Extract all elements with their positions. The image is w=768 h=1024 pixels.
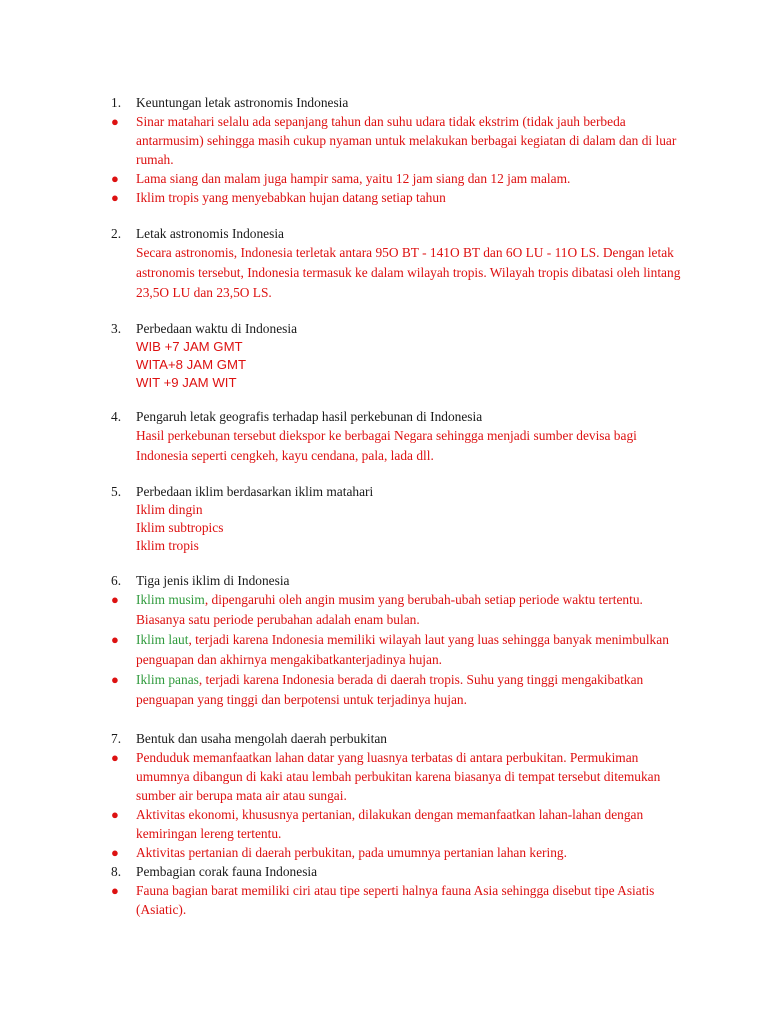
list-item-text: Lama siang dan malam juga hampir sama, yaitu 12 jam siang dan 12 jam malam. <box>136 171 571 186</box>
list-item-text: Fauna bagian barat memiliki ciri atau tipe seperti halnya fauna Asia sehingga disebut tipe Asiatis (Asiatic). <box>136 883 655 917</box>
section-6 <box>111 571 681 710</box>
time-zone-wib: WIB +7 JAM GMT <box>136 339 243 354</box>
list-item <box>111 112 681 169</box>
list-line <box>111 338 681 356</box>
list-item <box>111 670 681 710</box>
climate-tropical: Iklim tropis <box>136 538 199 553</box>
climate-cold: Iklim dingin <box>136 502 203 517</box>
term-description: , terjadi karena Indonesia memiliki wilayah laut yang luas sehingga banyak menimbulkan penguapan dan akhirnya mengakibatkanterjadinya hujan. <box>136 632 669 667</box>
list-item <box>111 881 681 919</box>
heading-1-text: Keuntungan letak astronomis Indonesia <box>136 95 349 110</box>
list-item-text: Aktivitas ekonomi, khususnya pertanian, dilakukan dengan memanfaatkan lahan-lahan dengan kemiringan lereng tertentu. <box>136 807 644 841</box>
paragraph <box>111 426 681 466</box>
section-3 <box>111 319 681 392</box>
heading-2 <box>111 224 681 243</box>
time-zone-wita: WITA+8 JAM GMT <box>136 357 247 372</box>
paragraph-text: Secara astronomis, Indonesia terletak antara 95O BT - 141O BT dan 6O LU - 11O LS. Dengan letak astronomis tersebut, Indonesia termasuk ke dalam wilayah tropis. Wilayah tropis dibatasi oleh lintang 23,5O LU dan 23,5O LS. <box>136 245 681 300</box>
list-item-text: Iklim tropis yang menyebabkan hujan datang setiap tahun <box>136 190 446 205</box>
paragraph-text: Hasil perkebunan tersebut diekspor ke berbagai Negara sehingga menjadi sumber devisa bagi Indonesia seperti cengkeh, kayu cendana, pala, lada dll. <box>136 428 637 463</box>
section-1 <box>111 93 681 207</box>
heading-2-text: Letak astronomis Indonesia <box>136 226 285 241</box>
number-5: 5. <box>111 484 122 499</box>
list-item-text <box>136 630 681 670</box>
bullet-icon: ● <box>111 672 119 687</box>
heading-4 <box>111 407 681 426</box>
section-5 <box>111 482 681 555</box>
list-item <box>111 805 681 843</box>
bullet-icon: ● <box>111 190 119 205</box>
heading-3 <box>111 319 681 338</box>
list-item-text: Aktivitas pertanian di daerah perbukitan, pada umumnya pertanian lahan kering. <box>136 845 567 860</box>
list-item <box>111 748 681 805</box>
paragraph <box>111 243 681 303</box>
section-8 <box>111 862 681 919</box>
heading-7 <box>111 729 681 748</box>
list-item <box>111 590 681 630</box>
bullet-icon: ● <box>111 807 119 822</box>
number-7: 7. <box>111 731 122 746</box>
number-3: 3. <box>111 321 122 336</box>
list-line <box>111 374 681 392</box>
heading-1 <box>111 93 681 112</box>
list-item-text: Penduduk memanfaatkan lahan datar yang luasnya terbatas di antara perbukitan. Permukiman umumnya dibangun di kaki atau lembah perbukitan karena biasanya di tempat tersebut ditemukan sumber air berupa mata air atau sungai. <box>136 750 661 803</box>
list-line <box>111 537 681 555</box>
heading-8 <box>111 862 681 881</box>
heading-5 <box>111 482 681 501</box>
bullet-icon: ● <box>111 750 119 765</box>
term-hot: Iklim panas <box>136 672 199 687</box>
section-2 <box>111 224 681 303</box>
heading-3-text: Perbedaan waktu di Indonesia <box>136 321 298 336</box>
section-4 <box>111 407 681 466</box>
heading-6 <box>111 571 681 590</box>
bullet-icon: ● <box>111 845 119 860</box>
term-description: , dipengaruhi oleh angin musim yang berubah-ubah setiap periode waktu tertentu. Biasanya satu periode perubahan adalah enam bulan. <box>136 592 643 627</box>
number-4: 4. <box>111 409 122 424</box>
section-7 <box>111 729 681 862</box>
heading-8-text: Pembagian corak fauna Indonesia <box>136 864 318 879</box>
heading-6-text: Tiga jenis iklim di Indonesia <box>136 573 290 588</box>
term-description: , terjadi karena Indonesia berada di daerah tropis. Suhu yang tinggi mengakibatkan penguapan yang tinggi dan berpotensi untuk terjadinya hujan. <box>136 672 644 707</box>
bullet-icon: ● <box>111 592 119 607</box>
number-8: 8. <box>111 864 122 879</box>
list-line <box>111 356 681 374</box>
heading-5-text: Perbedaan iklim berdasarkan iklim matahari <box>136 484 374 499</box>
list-item <box>111 169 681 188</box>
climate-subtropics: Iklim subtropics <box>136 520 224 535</box>
time-zone-wit: WIT +9 JAM WIT <box>136 375 237 390</box>
heading-4-text: Pengaruh letak geografis terhadap hasil perkebunan di Indonesia <box>136 409 483 424</box>
bullet-icon: ● <box>111 632 119 647</box>
bullet-icon: ● <box>111 883 119 898</box>
bullet-icon: ● <box>111 114 119 129</box>
list-item-text <box>136 590 681 630</box>
number-2: 2. <box>111 226 122 241</box>
number-1: 1. <box>111 95 122 110</box>
heading-7-text: Bentuk dan usaha mengolah daerah perbukitan <box>136 731 387 746</box>
list-line <box>111 501 681 519</box>
bullet-icon: ● <box>111 171 119 186</box>
term-sea: Iklim laut <box>136 632 189 647</box>
list-item <box>111 630 681 670</box>
list-item <box>111 843 681 862</box>
list-item-text <box>136 670 681 710</box>
list-item-text: Sinar matahari selalu ada sepanjang tahun dan suhu udara tidak ekstrim (tidak jauh berbeda antarmusim) sehingga masih cukup nyaman untuk melakukan berbagai kegiatan di dalam dan di luar rumah. <box>136 114 677 167</box>
number-6: 6. <box>111 573 122 588</box>
term-monsoon: Iklim musim <box>136 592 205 607</box>
list-line <box>111 519 681 537</box>
list-item <box>111 188 681 207</box>
